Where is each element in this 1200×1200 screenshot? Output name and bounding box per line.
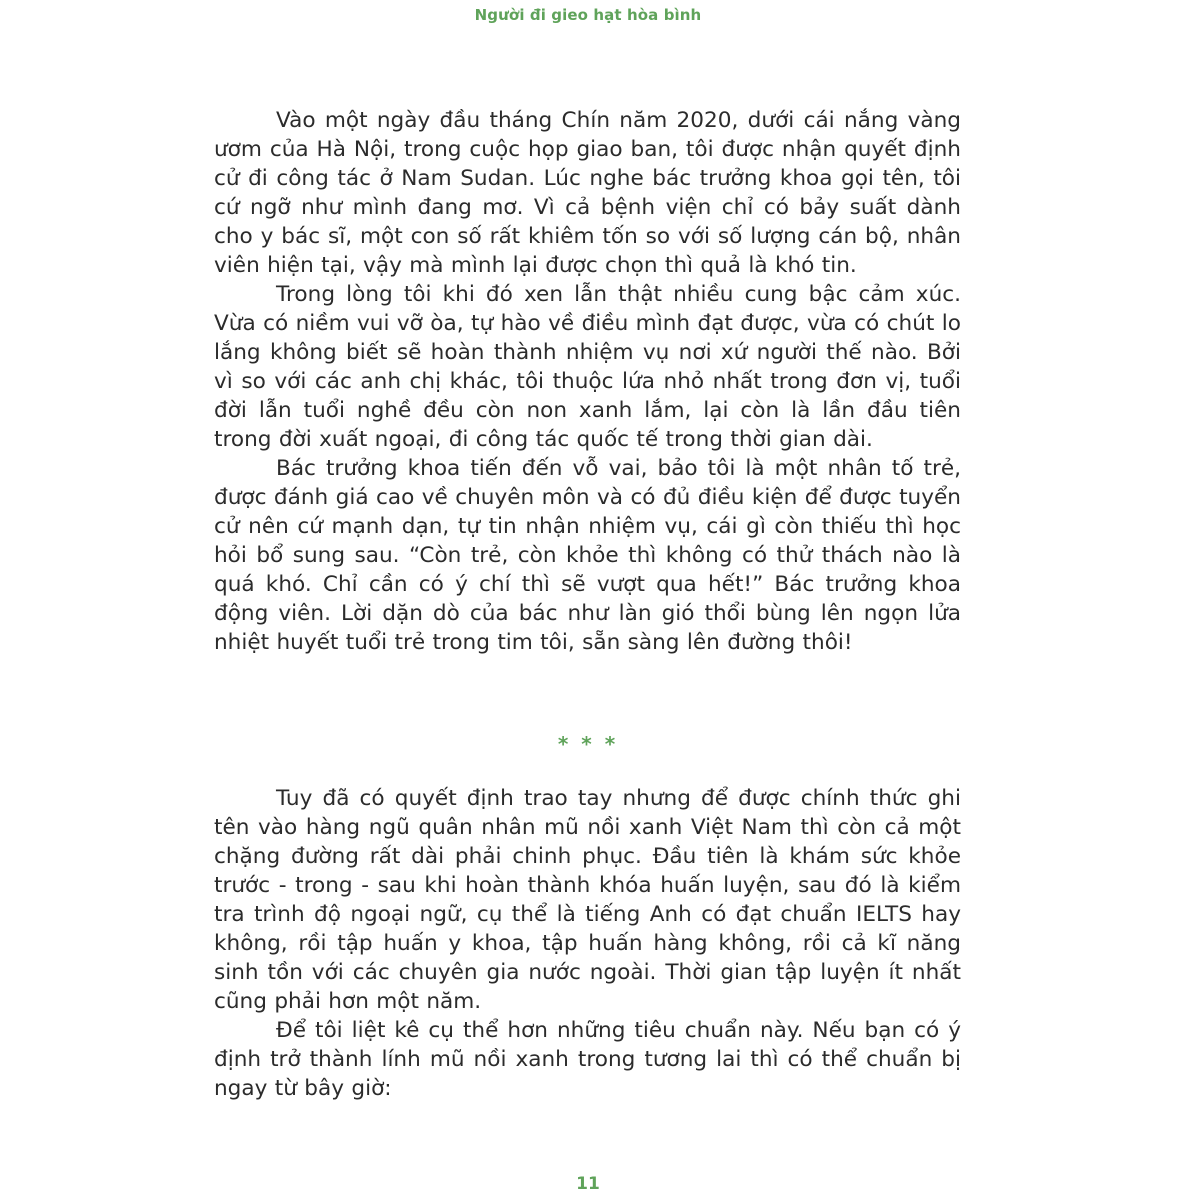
text-section-1: [214, 106, 961, 657]
text-section-2: [214, 784, 961, 1103]
paragraph-3: Bác trưởng khoa tiến đến vỗ vai, bảo tôi là một nhân tố trẻ, được đánh giá cao về chuyên môn và có đủ điều kiện để được tuyển cử nên cứ mạnh dạn, tự tin nhận nhiệm vụ, cái gì còn thiếu thì học hỏi bổ sung sau. “Còn trẻ, còn khỏe thì không có thử thách nào là quá khó. Chỉ cần có ý chí thì sẽ vượt qua hết!” Bác trưởng khoa động viên. Lời dặn dò của bác như làn gió thổi bùng lên ngọn lửa nhiệt huyết tuổi trẻ trong tim tôi, sẵn sàng lên đường thôi!: [214, 456, 961, 655]
section-separator: * * *: [557, 732, 619, 756]
running-header-book-title: Người đi gieo hạt hòa bình: [474, 6, 702, 24]
paragraph-5: Để tôi liệt kê cụ thể hơn những tiêu chuẩn này. Nếu bạn có ý định trở thành lính mũ nồi xanh trong tương lai thì có thể chuẩn bị ngay từ bây giờ:: [214, 1018, 961, 1101]
page-number: 11: [576, 1174, 600, 1194]
paragraph-1: Vào một ngày đầu tháng Chín năm 2020, dưới cái nắng vàng ươm của Hà Nội, trong cuộc họp giao ban, tôi được nhận quyết định cử đi công tác ở Nam Sudan. Lúc nghe bác trưởng khoa gọi tên, tôi cứ ngỡ như mình đang mơ. Vì cả bệnh viện chỉ có bảy suất dành cho y bác sĩ, một con số rất khiêm tốn so với số lượng cán bộ, nhân viên hiện tại, vậy mà mình lại được chọn thì quả là khó tin.: [214, 108, 961, 278]
paragraph-2: Trong lòng tôi khi đó xen lẫn thật nhiều cung bậc cảm xúc. Vừa có niềm vui vỡ òa, tự hào về điều mình đạt được, vừa có chút lo lắng không biết sẽ hoàn thành nhiệm vụ nơi xứ người thế nào. Bởi vì so với các anh chị khác, tôi thuộc lứa nhỏ nhất trong đơn vị, tuổi đời lẫn tuổi nghề đều còn non xanh lắm, lại còn là lần đầu tiên trong đời xuất ngoại, đi công tác quốc tế trong thời gian dài.: [214, 282, 961, 452]
paragraph-4: Tuy đã có quyết định trao tay nhưng để được chính thức ghi tên vào hàng ngũ quân nhân mũ nồi xanh Việt Nam thì còn cả một chặng đường rất dài phải chinh phục. Đầu tiên là khám sức khỏe trước - trong - sau khi hoàn thành khóa huấn luyện, sau đó là kiểm tra trình độ ngoại ngữ, cụ thể là tiếng Anh có đạt chuẩn IELTS hay không, rồi tập huấn y khoa, tập huấn hàng không, rồi cả kĩ năng sinh tồn với các chuyên gia nước ngoài. Thời gian tập luyện ít nhất cũng phải hơn một năm.: [214, 786, 961, 1014]
